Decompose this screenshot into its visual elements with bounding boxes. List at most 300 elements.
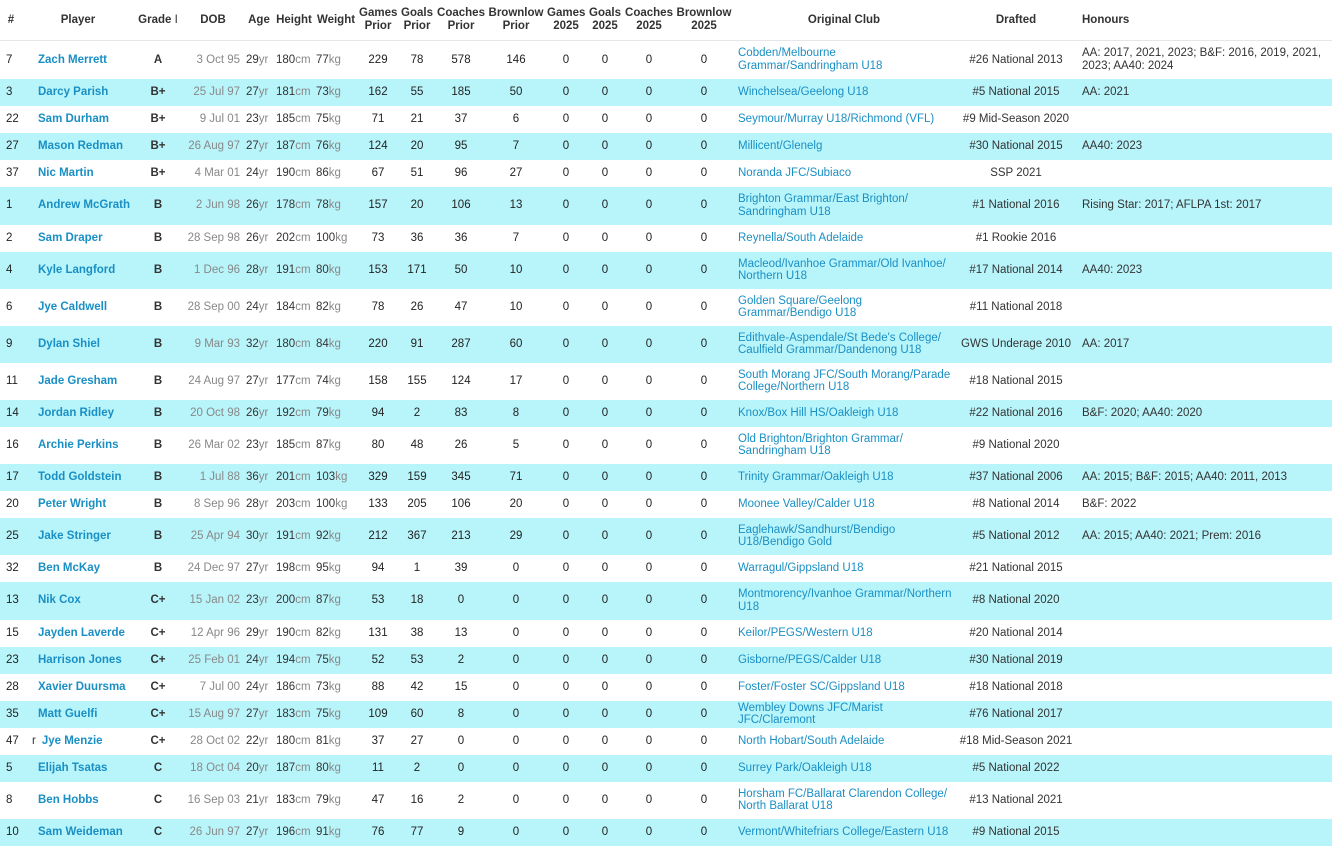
height-unit: cm [295, 470, 311, 483]
original-club-link[interactable]: Old Brighton/Brighton Grammar/ Sandringham U18 [738, 432, 903, 457]
sort-icon[interactable]: I [174, 13, 178, 26]
player-name-cell[interactable] [22, 755, 134, 782]
age-cell: 32yr [246, 337, 269, 350]
age-unit: yr [258, 497, 269, 510]
player-name-cell[interactable] [22, 427, 134, 464]
dob-cell: 4 Mar 01 [194, 166, 240, 179]
col-header-age[interactable]: Age [244, 0, 274, 41]
player-link[interactable]: Sam Draper [38, 231, 103, 244]
weight-unit: kg [328, 594, 341, 607]
brownlow-2025-cell: 0 [700, 761, 708, 774]
honours-cell [1078, 728, 1332, 755]
player-name-cell[interactable] [22, 160, 134, 187]
brownlow-prior-cell: 27 [509, 166, 523, 179]
col-header-player[interactable]: Player [22, 0, 134, 41]
brownlow-2025-cell: 0 [700, 112, 708, 125]
height-unit: cm [295, 761, 311, 774]
coaches-2025-cell: 0 [645, 231, 653, 244]
goals-2025-cell: 0 [601, 734, 609, 747]
original-club-link[interactable]: Trinity Grammar/Oakleigh U18 [738, 470, 894, 483]
coaches-prior-cell: 345 [451, 470, 471, 483]
dob-cell: 28 Sep 98 [187, 231, 240, 244]
table-row[interactable] [0, 647, 1332, 674]
weight-cell: 103kg [316, 470, 348, 483]
player-name-cell[interactable] [22, 701, 134, 728]
drafted-cell: #9 National 2020 [972, 438, 1060, 451]
table-row[interactable] [0, 427, 1332, 464]
guernsey-number: 20 [6, 497, 19, 510]
games-prior-cell: 88 [371, 680, 385, 693]
age-cell: 26yr [246, 231, 269, 244]
weight-cell: 82kg [316, 300, 341, 313]
height-cell: 178cm [276, 199, 311, 212]
player-name-cell[interactable] [22, 491, 134, 518]
table-body [0, 41, 1332, 846]
table-row[interactable] [0, 819, 1332, 846]
original-club-link[interactable]: Vermont/Whitefriars College/Eastern U18 [738, 825, 949, 838]
original-club-link[interactable]: Macleod/Ivanhoe Grammar/Old Ivanhoe/ Northern U18 [738, 257, 946, 282]
coaches-2025-cell: 0 [645, 300, 653, 313]
brownlow-2025-cell: 0 [700, 734, 708, 747]
col-header-number[interactable]: # [0, 0, 22, 41]
col-header-games-2025[interactable]: Games 2025 [546, 0, 586, 41]
col-header-coaches-2025[interactable]: Coaches 2025 [624, 0, 674, 41]
player-name-cell[interactable] [22, 252, 134, 289]
table-row[interactable] [0, 79, 1332, 106]
original-club-link[interactable]: Cobden/Melbourne Grammar/Sandringham U18 [738, 47, 883, 72]
coaches-prior-cell: 0 [457, 761, 465, 774]
original-club-link[interactable]: Warragul/Gippsland U18 [738, 561, 864, 574]
dob-cell: 12 Apr 96 [190, 626, 240, 639]
brownlow-2025-cell: 0 [700, 626, 708, 639]
table-row[interactable] [0, 400, 1332, 427]
player-link[interactable]: Archie Perkins [38, 438, 119, 451]
table-row[interactable] [0, 555, 1332, 582]
weight-cell: 78kg [316, 199, 341, 212]
col-header-weight[interactable]: Weight [314, 0, 358, 41]
weight-cell: 75kg [316, 707, 341, 720]
honours-cell: AA40: 2023 [1082, 139, 1143, 152]
player-link[interactable]: Jake Stringer [38, 529, 111, 542]
original-club-link[interactable]: Edithvale-Aspendale/St Bede's College/ Caulfield Grammar/Dandenong U18 [738, 331, 941, 356]
col-header-brownlow-prior[interactable]: Brownlow Prior [486, 0, 546, 41]
player-name-cell[interactable] [22, 225, 134, 252]
col-header-dob[interactable]: DOB [182, 0, 244, 41]
games-2025-cell: 0 [562, 374, 570, 387]
age-unit: yr [258, 139, 269, 152]
player-link[interactable]: Sam Durham [38, 112, 109, 125]
coaches-2025-cell: 0 [645, 112, 653, 125]
age-cell: 23yr [246, 112, 269, 125]
brownlow-2025-cell: 0 [700, 529, 708, 542]
coaches-2025-cell: 0 [645, 374, 653, 387]
player-link[interactable]: Andrew McGrath [38, 199, 131, 212]
height-cell: 180cm [276, 734, 311, 747]
coaches-2025-cell: 0 [645, 263, 653, 276]
player-name-cell[interactable] [22, 819, 134, 846]
player-name-cell[interactable] [22, 464, 134, 491]
age-cell: 26yr [246, 406, 269, 419]
original-club-link[interactable]: Surrey Park/Oakleigh U18 [738, 761, 872, 774]
goals-prior-cell: 21 [410, 112, 424, 125]
honours-cell: B&F: 2020; AA40: 2020 [1082, 406, 1203, 419]
player-link[interactable]: Jye Caldwell [38, 300, 108, 313]
original-club-link[interactable]: Seymour/Murray U18/Richmond (VFL) [738, 112, 935, 125]
honours-cell [1078, 782, 1332, 819]
age-unit: yr [258, 300, 269, 313]
games-2025-cell: 0 [562, 761, 570, 774]
original-club-link[interactable]: Horsham FC/Ballarat Clarendon College/ North Ballarat U18 [738, 787, 948, 812]
goals-prior-cell: 20 [410, 199, 424, 212]
coaches-2025-cell: 0 [645, 337, 653, 350]
weight-cell: 84kg [316, 337, 341, 350]
guernsey-number: 4 [6, 263, 13, 276]
coaches-prior-cell: 2 [457, 653, 465, 666]
drafted-cell: #30 National 2019 [969, 653, 1063, 666]
table-row[interactable] [0, 133, 1332, 160]
player-name-cell[interactable] [22, 728, 134, 755]
age-unit: yr [258, 529, 269, 542]
player-name-cell[interactable] [22, 326, 134, 363]
dob-cell: 26 Mar 02 [188, 438, 240, 451]
age-unit: yr [258, 561, 269, 574]
goals-2025-cell: 0 [601, 231, 609, 244]
goals-2025-cell: 0 [601, 793, 609, 806]
games-2025-cell: 0 [562, 300, 570, 313]
table-row[interactable] [0, 620, 1332, 647]
goals-prior-cell: 77 [410, 825, 424, 838]
player-name-cell[interactable] [22, 363, 134, 400]
col-header-grade[interactable]: Grade I [134, 0, 182, 41]
original-club-link[interactable]: Reynella/South Adelaide [738, 231, 864, 244]
drafted-cell: #11 National 2018 [969, 300, 1063, 313]
brownlow-prior-cell: 0 [512, 734, 520, 747]
dob-cell: 15 Aug 97 [188, 707, 240, 720]
height-cell: 202cm [276, 231, 311, 244]
player-link[interactable]: Ben Hobbs [38, 793, 99, 806]
age-cell: 24yr [246, 300, 269, 313]
player-name-cell[interactable] [22, 289, 134, 326]
player-name-cell[interactable] [22, 518, 134, 555]
player-link[interactable]: Kyle Langford [38, 263, 116, 276]
original-club-link[interactable]: Eaglehawk/Sandhurst/Bendigo U18/Bendigo Gold [738, 523, 896, 548]
games-prior-cell: 212 [368, 529, 388, 542]
goals-prior-cell: 27 [410, 734, 424, 747]
weight-cell: 77kg [316, 53, 341, 66]
player-name-cell[interactable] [22, 187, 134, 225]
goals-2025-cell: 0 [601, 85, 609, 98]
player-link[interactable]: Jayden Laverde [38, 626, 125, 639]
player-link[interactable]: Xavier Duursma [38, 680, 126, 693]
player-link[interactable]: Nic Martin [38, 166, 94, 179]
drafted-cell: #5 National 2015 [972, 85, 1060, 98]
honours-cell [1078, 674, 1332, 701]
coaches-prior-cell: 287 [451, 337, 471, 350]
height-unit: cm [295, 680, 311, 693]
goals-2025-cell: 0 [601, 594, 609, 607]
coaches-2025-cell: 0 [645, 594, 653, 607]
player-link[interactable]: Nik Cox [38, 594, 81, 607]
brownlow-2025-cell: 0 [700, 653, 708, 666]
player-name-cell[interactable] [22, 647, 134, 674]
player-name-cell[interactable] [22, 400, 134, 427]
player-name-cell[interactable] [22, 41, 134, 79]
height-cell: 201cm [276, 470, 311, 483]
player-link[interactable]: Darcy Parish [38, 85, 109, 98]
original-club-link[interactable]: Golden Square/Geelong Grammar/Bendigo U18 [738, 294, 863, 319]
drafted-cell: #76 National 2017 [969, 707, 1063, 720]
coaches-2025-cell: 0 [645, 626, 653, 639]
coaches-2025-cell: 0 [645, 53, 653, 66]
player-name-cell[interactable] [22, 582, 134, 620]
guernsey-number: 27 [6, 139, 19, 152]
goals-prior-cell: 48 [410, 438, 424, 451]
games-2025-cell: 0 [562, 231, 570, 244]
table-row[interactable] [0, 782, 1332, 819]
col-header-goals-2025[interactable]: Goals 2025 [586, 0, 624, 41]
games-2025-cell: 0 [562, 166, 570, 179]
table-row[interactable] [0, 728, 1332, 755]
player-link[interactable]: Harrison Jones [38, 653, 122, 666]
grade-cell: C+ [150, 680, 166, 693]
age-cell: 24yr [246, 653, 269, 666]
dob-cell: 16 Sep 03 [187, 793, 240, 806]
age-cell: 26yr [246, 199, 269, 212]
original-club-link[interactable]: Keilor/PEGS/Western U18 [738, 626, 873, 639]
col-header-games-prior[interactable]: Games Prior [358, 0, 398, 41]
table-row[interactable] [0, 289, 1332, 326]
col-header-coaches-prior[interactable]: Coaches Prior [436, 0, 486, 41]
goals-prior-cell: 42 [410, 680, 424, 693]
coaches-prior-cell: 36 [454, 231, 468, 244]
games-2025-cell: 0 [562, 112, 570, 125]
guernsey-number: 22 [6, 112, 19, 125]
brownlow-prior-cell: 6 [512, 112, 520, 125]
table-row[interactable] [0, 755, 1332, 782]
goals-2025-cell: 0 [601, 707, 609, 720]
goals-prior-cell: 38 [410, 626, 424, 639]
height-unit: cm [295, 374, 311, 387]
brownlow-prior-cell: 10 [509, 300, 523, 313]
age-unit: yr [258, 653, 269, 666]
player-link[interactable]: Elijah Tsatas [38, 761, 108, 774]
table-row[interactable] [0, 225, 1332, 252]
player-name-cell[interactable] [22, 555, 134, 582]
weight-unit: kg [335, 470, 348, 483]
weight-cell: 100kg [316, 497, 348, 510]
goals-prior-cell: 51 [410, 166, 424, 179]
player-name-cell[interactable] [22, 106, 134, 133]
table-row[interactable] [0, 701, 1332, 728]
grade-cell: C+ [150, 653, 166, 666]
player-link[interactable]: Mason Redman [38, 139, 123, 152]
original-club-link[interactable]: Montmorency/Ivanhoe Grammar/Northern U18 [738, 588, 952, 613]
coaches-2025-cell: 0 [645, 470, 653, 483]
coaches-2025-cell: 0 [645, 199, 653, 212]
table-row[interactable] [0, 518, 1332, 555]
brownlow-prior-cell: 13 [509, 199, 523, 212]
goals-2025-cell: 0 [601, 374, 609, 387]
player-link[interactable]: Peter Wright [38, 497, 107, 510]
height-cell: 183cm [276, 793, 311, 806]
games-prior-cell: 37 [371, 734, 385, 747]
brownlow-prior-cell: 5 [512, 438, 520, 451]
table-row[interactable] [0, 582, 1332, 620]
player-name-cell[interactable] [22, 674, 134, 701]
original-club-link[interactable]: Wembley Downs JFC/Marist JFC/Claremont [738, 701, 883, 726]
col-header-drafted[interactable]: Drafted [954, 0, 1078, 41]
brownlow-2025-cell: 0 [700, 406, 708, 419]
table-row[interactable] [0, 464, 1332, 491]
table-row[interactable] [0, 363, 1332, 400]
brownlow-2025-cell: 0 [700, 497, 708, 510]
player-link[interactable]: Jordan Ridley [38, 406, 115, 419]
player-name-cell[interactable] [22, 620, 134, 647]
brownlow-2025-cell: 0 [700, 470, 708, 483]
brownlow-prior-cell: 0 [512, 653, 520, 666]
games-prior-cell: 94 [371, 406, 385, 419]
weight-unit: kg [328, 263, 341, 276]
coaches-prior-cell: 15 [454, 680, 468, 693]
coaches-2025-cell: 0 [645, 707, 653, 720]
table-row[interactable] [0, 674, 1332, 701]
table-row[interactable] [0, 160, 1332, 187]
games-prior-cell: 109 [368, 707, 388, 720]
dob-cell: 2 Jun 98 [195, 199, 240, 212]
brownlow-prior-cell: 0 [512, 626, 520, 639]
weight-unit: kg [328, 438, 341, 451]
height-cell: 190cm [276, 166, 311, 179]
games-2025-cell: 0 [562, 85, 570, 98]
original-club-link[interactable]: Gisborne/PEGS/Calder U18 [738, 653, 882, 666]
brownlow-2025-cell: 0 [700, 166, 708, 179]
original-club-link[interactable]: Winchelsea/Geelong U18 [738, 85, 869, 98]
table-row[interactable] [0, 187, 1332, 225]
player-link[interactable]: Jade Gresham [38, 374, 118, 387]
col-header-brownlow-2025[interactable]: Brownlow 2025 [674, 0, 734, 41]
weight-unit: kg [328, 406, 341, 419]
col-header-goals-prior[interactable]: Goals Prior [398, 0, 436, 41]
weight-cell: 73kg [316, 85, 341, 98]
original-club-link[interactable]: Brighton Grammar/East Brighton/ Sandringham U18 [738, 193, 909, 218]
player-name-cell[interactable] [22, 133, 134, 160]
table-row[interactable] [0, 491, 1332, 518]
honours-cell [1078, 160, 1332, 187]
games-2025-cell: 0 [562, 707, 570, 720]
games-prior-cell: 329 [368, 470, 388, 483]
coaches-2025-cell: 0 [645, 438, 653, 451]
original-club-link[interactable]: Moonee Valley/Calder U18 [738, 497, 875, 510]
player-link[interactable]: Todd Goldstein [38, 470, 122, 483]
brownlow-2025-cell: 0 [700, 199, 708, 212]
height-cell: 191cm [276, 529, 311, 542]
player-link[interactable]: Jye Menzie [41, 734, 103, 747]
goals-prior-cell: 159 [407, 470, 427, 483]
grade-cell: C [153, 825, 163, 838]
age-cell: 20yr [246, 761, 269, 774]
player-name-cell[interactable] [22, 782, 134, 819]
weight-cell: 92kg [316, 529, 341, 542]
games-2025-cell: 0 [562, 825, 570, 838]
coaches-prior-cell: 95 [454, 139, 468, 152]
table-row[interactable] [0, 252, 1332, 289]
player-link[interactable]: Ben McKay [38, 561, 100, 574]
weight-cell: 73kg [316, 680, 341, 693]
height-unit: cm [295, 529, 311, 542]
brownlow-prior-cell: 146 [506, 53, 526, 66]
coaches-2025-cell: 0 [645, 825, 653, 838]
drafted-cell: #13 National 2021 [969, 793, 1063, 806]
weight-unit: kg [328, 653, 341, 666]
brownlow-prior-cell: 0 [512, 707, 520, 720]
height-unit: cm [295, 199, 311, 212]
coaches-prior-cell: 37 [454, 112, 468, 125]
drafted-cell: #18 National 2015 [969, 374, 1063, 387]
height-cell: 194cm [276, 653, 311, 666]
original-club-link[interactable]: South Morang JFC/South Morang/Parade College/Northern U18 [738, 368, 951, 393]
player-link[interactable]: Matt Guelfi [38, 707, 98, 720]
weight-cell: 95kg [316, 561, 341, 574]
drafted-cell: #5 National 2012 [972, 529, 1060, 542]
player-link[interactable]: Zach Merrett [38, 53, 108, 66]
guernsey-number: 9 [6, 337, 13, 350]
guernsey-number: 23 [6, 653, 19, 666]
height-cell: 203cm [276, 497, 311, 510]
table-row[interactable] [0, 106, 1332, 133]
original-club-link[interactable]: Millicent/Glenelg [738, 139, 823, 152]
player-link[interactable]: Dylan Shiel [38, 337, 100, 350]
weight-cell: 76kg [316, 139, 341, 152]
brownlow-prior-cell: 0 [512, 561, 520, 574]
height-unit: cm [295, 231, 311, 244]
goals-2025-cell: 0 [601, 825, 609, 838]
dob-cell: 26 Jun 97 [189, 825, 240, 838]
table-row[interactable] [0, 41, 1332, 79]
coaches-2025-cell: 0 [645, 793, 653, 806]
guernsey-number: 25 [6, 529, 19, 542]
age-unit: yr [258, 374, 269, 387]
col-header-original-club[interactable]: Original Club [734, 0, 954, 41]
height-cell: 186cm [276, 680, 311, 693]
player-link[interactable]: Sam Weideman [38, 825, 123, 838]
age-cell: 27yr [246, 707, 269, 720]
original-club-link[interactable]: Noranda JFC/Subiaco [738, 166, 852, 179]
dob-cell: 25 Apr 94 [190, 529, 240, 542]
games-2025-cell: 0 [562, 139, 570, 152]
height-unit: cm [295, 594, 311, 607]
age-unit: yr [258, 337, 269, 350]
table-row[interactable] [0, 326, 1332, 363]
coaches-prior-cell: 96 [454, 166, 468, 179]
height-unit: cm [295, 561, 311, 574]
brownlow-2025-cell: 0 [700, 825, 708, 838]
coaches-prior-cell: 0 [457, 734, 465, 747]
col-header-height[interactable]: Height [274, 0, 314, 41]
goals-2025-cell: 0 [601, 166, 609, 179]
original-club-link[interactable]: Knox/Box Hill HS/Oakleigh U18 [738, 406, 899, 419]
original-club-link[interactable]: North Hobart/South Adelaide [738, 734, 885, 747]
weight-unit: kg [328, 761, 341, 774]
games-prior-cell: 94 [371, 561, 385, 574]
age-cell: 29yr [246, 53, 269, 66]
player-name-cell[interactable] [22, 79, 134, 106]
grade-cell: B [153, 406, 163, 419]
original-club-link[interactable]: Foster/Foster SC/Gippsland U18 [738, 680, 905, 693]
brownlow-2025-cell: 0 [700, 337, 708, 350]
guernsey-number: 6 [6, 300, 13, 313]
brownlow-prior-cell: 0 [512, 825, 520, 838]
col-header-honours[interactable]: Honours [1078, 0, 1332, 41]
